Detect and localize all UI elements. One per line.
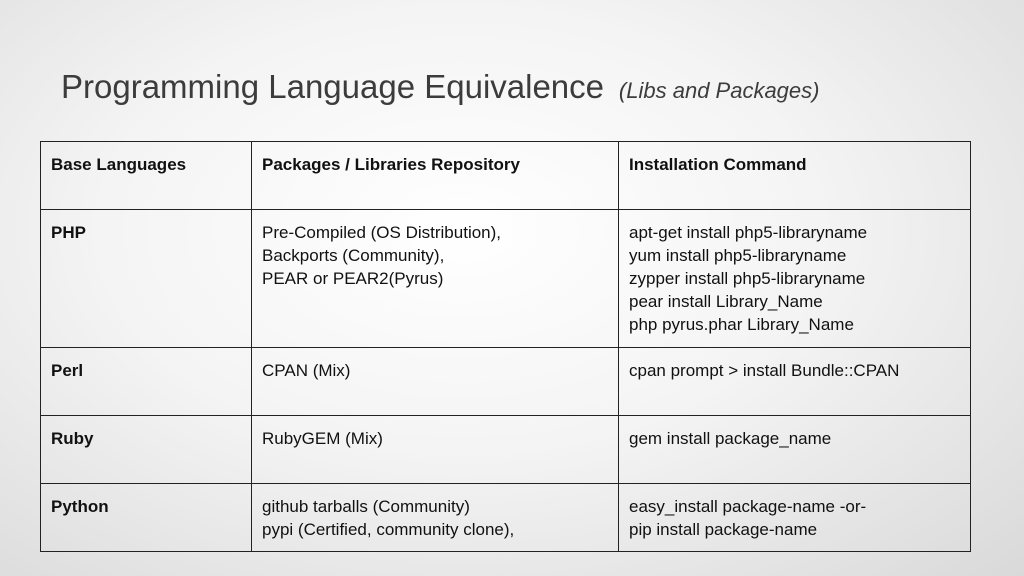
repository-cell — [252, 484, 619, 552]
command-line: php pyrus.phar Library_Name — [629, 315, 854, 334]
repository-cell — [252, 348, 619, 416]
command-cell — [619, 348, 971, 416]
repository-line: PEAR or PEAR2(Pyrus) — [262, 269, 444, 288]
command-line: apt-get install php5-libraryname — [629, 223, 868, 242]
table-row-php — [41, 210, 971, 348]
command-line: zypper install php5-libraryname — [629, 269, 866, 288]
command-line: pear install Library_Name — [629, 292, 823, 311]
command-cell — [619, 210, 971, 348]
table-row-perl — [41, 348, 971, 416]
repository-cell — [252, 416, 619, 484]
table-row-python — [41, 484, 971, 552]
repository-line: RubyGEM (Mix) — [262, 429, 383, 448]
slide-title-main: Programming Language Equivalence — [61, 68, 605, 105]
language-cell: Python — [41, 484, 252, 552]
command-line: pip install package-name — [629, 520, 818, 539]
repository-line: Pre-Compiled (OS Distribution), — [262, 223, 502, 242]
language-cell: Ruby — [41, 416, 252, 484]
equivalence-table — [40, 141, 971, 552]
repository-line: pypi (Certified, community clone), — [262, 520, 515, 539]
repository-cell — [252, 210, 619, 348]
table-row-ruby — [41, 416, 971, 484]
repository-line: github tarballs (Community) — [262, 497, 470, 516]
slide-title-sub: (Libs and Packages) — [618, 78, 820, 103]
command-line: easy_install package-name -or- — [629, 497, 867, 516]
table-header-row — [41, 142, 971, 210]
repository-line: CPAN (Mix) — [262, 361, 351, 380]
command-line: gem install package_name — [629, 429, 832, 448]
command-line: cpan prompt > install Bundle::CPAN — [629, 361, 900, 380]
command-cell — [619, 484, 971, 552]
command-line: yum install php5-libraryname — [629, 246, 847, 265]
command-cell — [619, 416, 971, 484]
repository-line: Backports (Community), — [262, 246, 445, 265]
header-base-languages: Base Languages — [41, 142, 252, 210]
header-repository: Packages / Libraries Repository — [252, 142, 619, 210]
language-cell: Perl — [41, 348, 252, 416]
header-installation-command: Installation Command — [619, 142, 971, 210]
language-cell: PHP — [41, 210, 252, 348]
slide-title — [61, 70, 819, 103]
